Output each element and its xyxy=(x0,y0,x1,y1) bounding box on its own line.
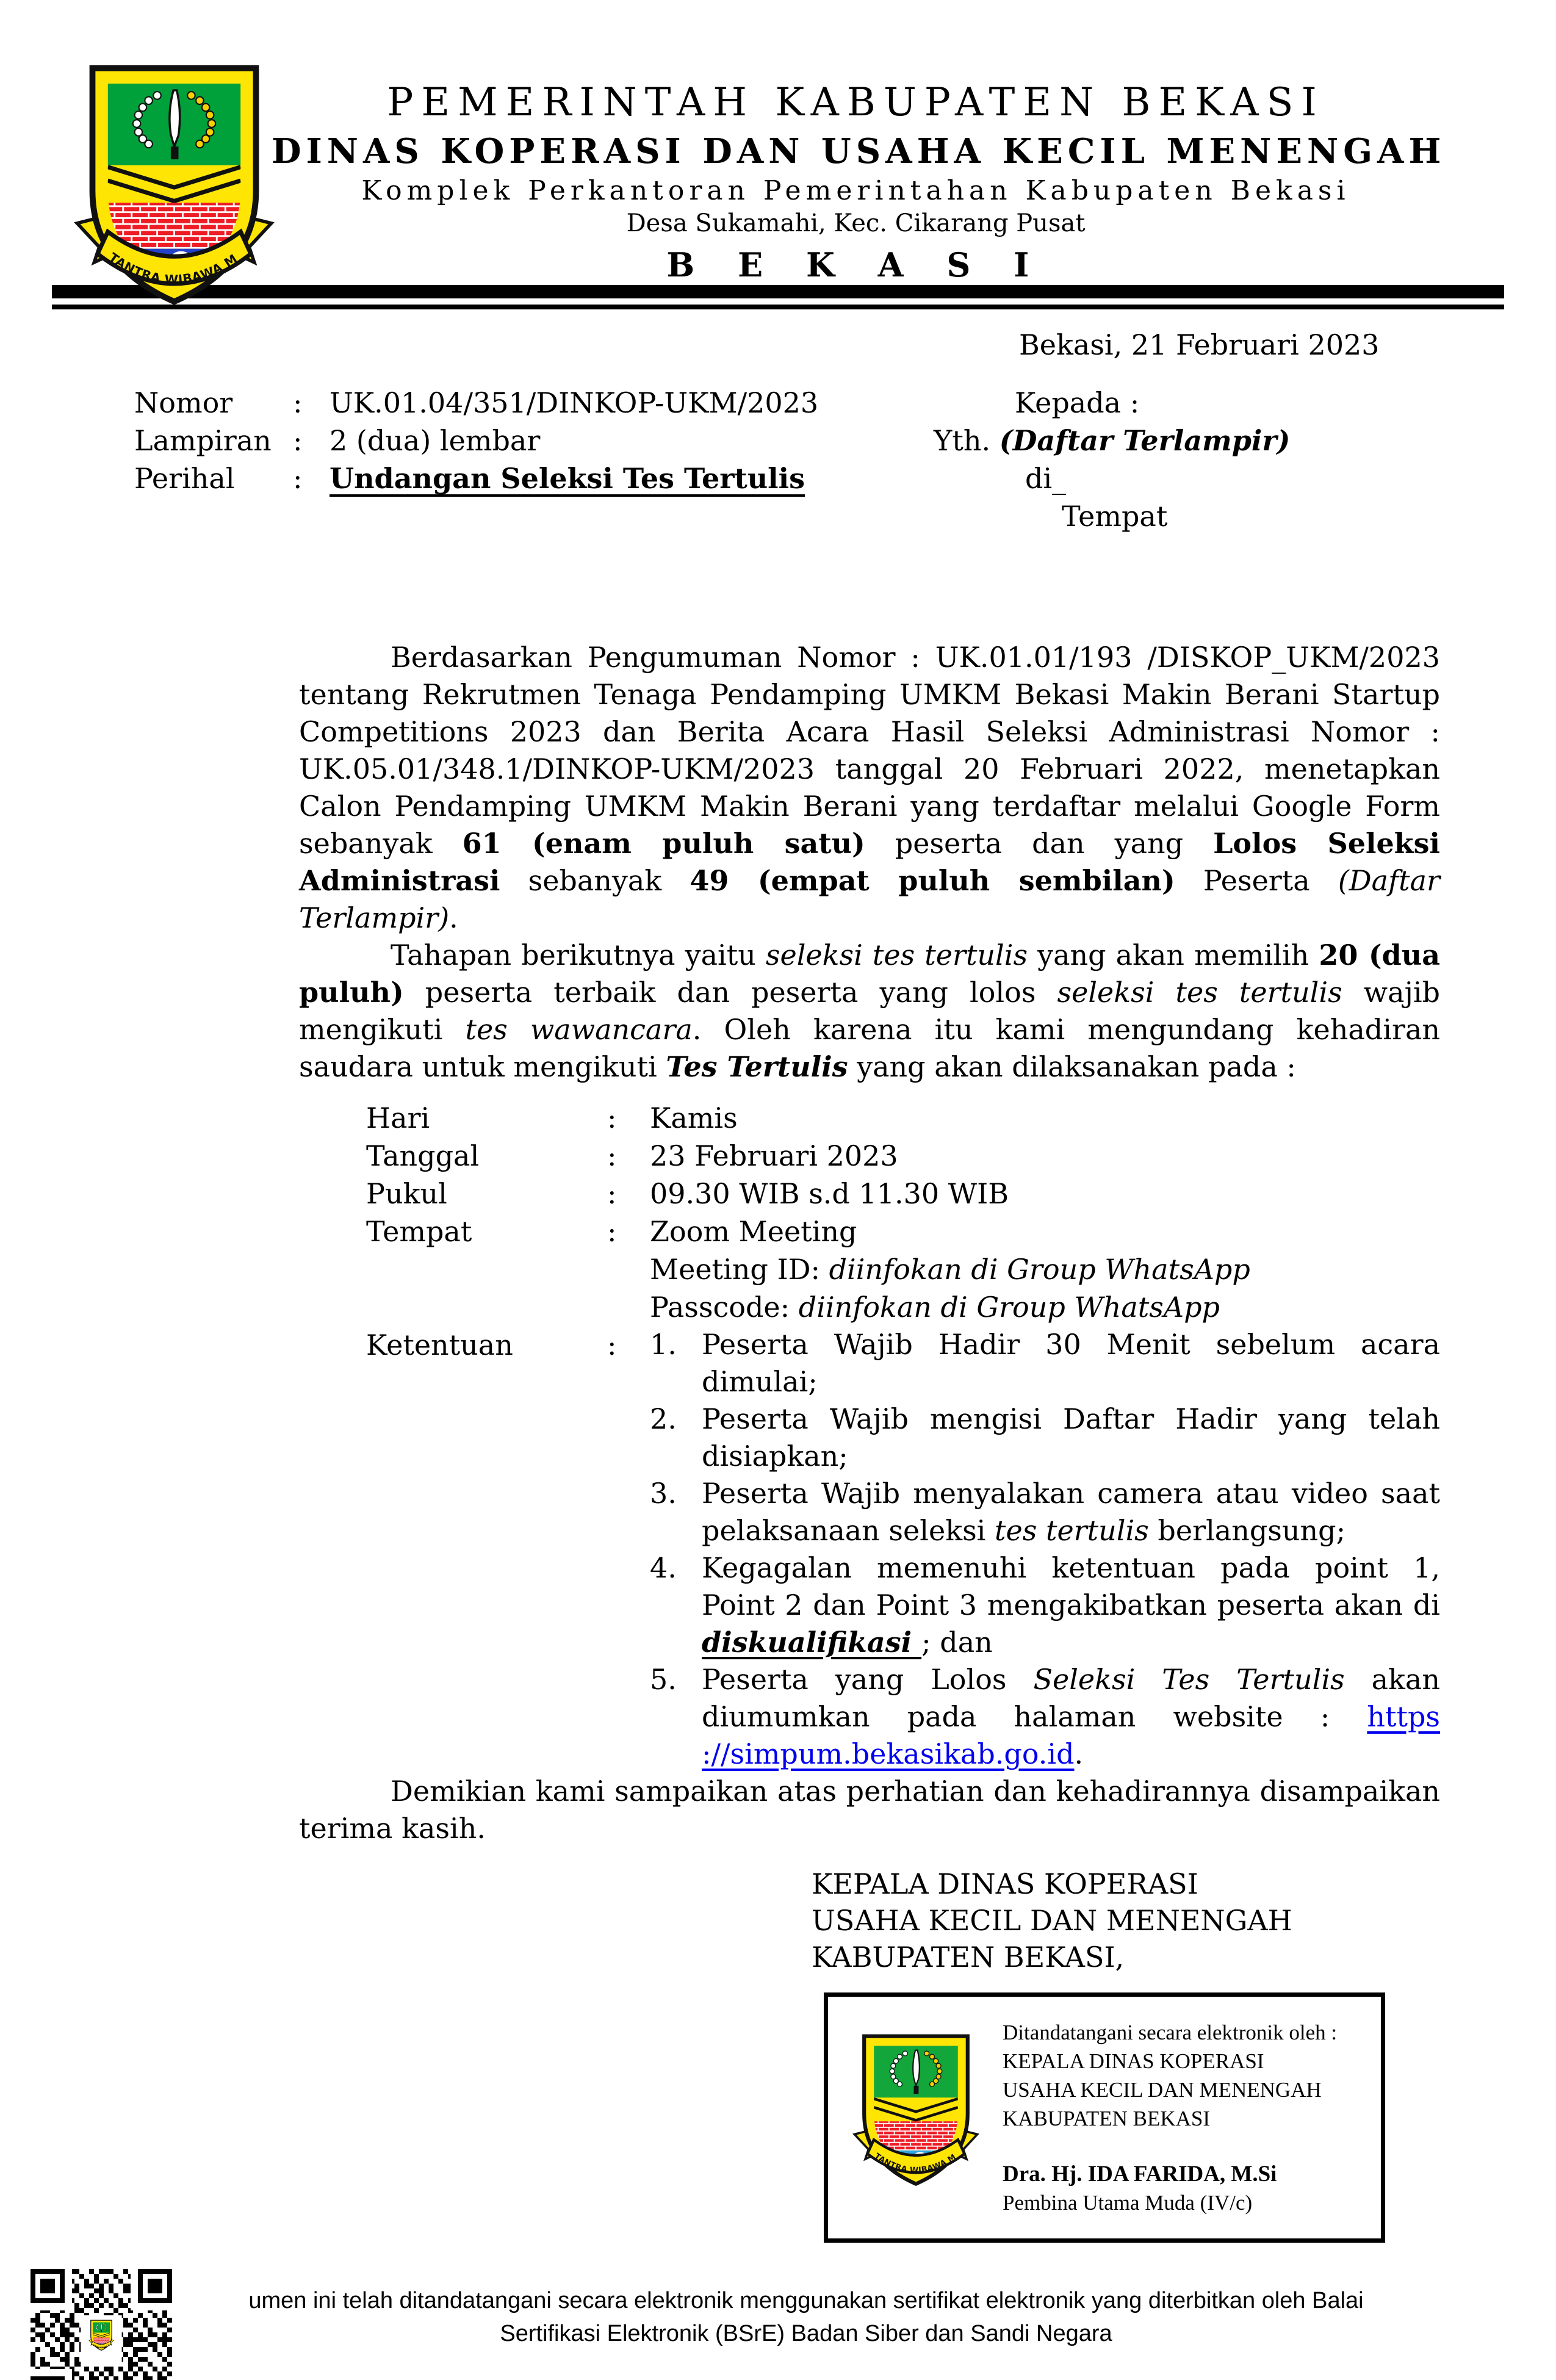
signatory-title-line-2: USAHA KECIL DAN MENENGAH xyxy=(812,1904,1292,1937)
recipient-block xyxy=(934,384,1290,535)
bekasi-crest-logo xyxy=(72,56,276,337)
schedule-label: Tempat xyxy=(366,1215,472,1248)
schedule-label: Ketentuan xyxy=(366,1329,513,1361)
agency-address-2: Desa Sukamahi, Kec. Cikarang Pusat xyxy=(626,209,1086,237)
schedule-row-passcode xyxy=(366,1288,1440,1326)
link-suffix: . xyxy=(1074,1737,1084,1770)
website-link[interactable]: https ://simpum.bekasikab.go.id xyxy=(702,1700,1440,1770)
meta-row-lampiran xyxy=(134,422,818,460)
footer-line-2: Sertifikasi Elektronik (BSrE) Badan Siber dan Sandi Negara xyxy=(500,2321,1112,2346)
schedule-row-hari xyxy=(366,1099,1440,1137)
signatory-title-line-1: KEPALA DINAS KOPERASI xyxy=(812,1867,1198,1900)
item-text: Peserta Wajib menyalakan camera atau video saat pelaksanaan seleksi tes tertulis berlangsung; xyxy=(702,1477,1440,1547)
signatory-office-line-2: USAHA KECIL DAN MENENGAH xyxy=(1003,2078,1322,2102)
ketentuan-list xyxy=(650,1326,1440,1773)
schedule-place: Zoom Meeting xyxy=(650,1215,857,1248)
ketentuan-item-1 xyxy=(650,1326,1440,1401)
schedule-colon: : xyxy=(607,1102,617,1134)
meeting-id: Meeting ID: diinfokan di Group WhatsApp xyxy=(650,1253,1250,1286)
attachment-count: 2 (dua) lembar xyxy=(330,424,541,457)
paragraph-2: Tahapan berikutnya yaitu seleksi tes tertulis yang akan memilih 20 (dua puluh) peserta terbaik dan peserta yang lolos seleksi tes tertulis wajib mengikuti tes wawancara. Oleh karena itu kami mengundang kehadiran saudara untuk mengikuti Tes Tertulis yang akan dilaksanakan pada : xyxy=(299,939,1440,1083)
meta-label: Lampiran xyxy=(134,424,272,457)
closing-paragraph: Demikian kami sampaikan atas perhatian dan kehadirannya disampaikan terima kasih. xyxy=(299,1775,1440,1845)
schedule-colon: : xyxy=(607,1329,617,1361)
meta-colon: : xyxy=(293,462,303,495)
letter-number: UK.01.04/351/DINKOP-UKM/2023 xyxy=(330,386,819,419)
ketentuan-item-4 xyxy=(650,1549,1440,1661)
signatory-rank: Pembina Utama Muda (IV/c) xyxy=(1003,2191,1253,2215)
recipient-yth xyxy=(934,422,1290,460)
government-name: PEMERINTAH KABUPATEN BEKASI xyxy=(387,80,1325,125)
schedule-label: Hari xyxy=(366,1102,430,1134)
schedule-row-pukul xyxy=(366,1175,1440,1213)
schedule-time: 09.30 WIB s.d 11.30 WIB xyxy=(650,1177,1009,1210)
agency-city: B E K A S I xyxy=(666,245,1045,284)
meta-colon: : xyxy=(293,386,303,419)
letter-meta-left xyxy=(134,384,818,497)
item-text: Kegagalan memenuhi ketentuan pada point 1, Point 2 dan Point 3 mengakibatkan peserta akan di diskualifikasi ; dan xyxy=(702,1551,1440,1659)
schedule-date: 23 Februari 2023 xyxy=(650,1139,898,1172)
schedule xyxy=(131,1099,1440,1773)
signatory-title-line-3: KABUPATEN BEKASI, xyxy=(812,1941,1125,1974)
electronic-signature-box xyxy=(824,1992,1385,2243)
schedule-colon: : xyxy=(607,1139,617,1172)
item-text-runs: Peserta yang Lolos Seleksi Tes Tertulis akan diumumkan pada halaman website : xyxy=(702,1663,1440,1733)
schedule-day: Kamis xyxy=(650,1102,738,1134)
qr-code xyxy=(31,2267,172,2380)
schedule-row-tempat xyxy=(366,1213,1440,1250)
item-text: Peserta Wajib mengisi Daftar Hadir yang telah disiapkan; xyxy=(702,1402,1440,1473)
schedule-colon: : xyxy=(607,1215,617,1248)
letterhead xyxy=(131,0,1446,285)
ketentuan-item-5 xyxy=(650,1661,1440,1773)
ketentuan-item-3 xyxy=(650,1475,1440,1549)
bekasi-crest-logo-small xyxy=(851,2028,981,2207)
item-number: 4. xyxy=(650,1551,677,1584)
ketentuan-item-2 xyxy=(650,1401,1440,1475)
signatory-title xyxy=(812,1866,1440,1975)
schedule-label: Tanggal xyxy=(366,1139,480,1172)
meta-row-perihal xyxy=(134,460,818,497)
signature-text xyxy=(1003,2018,1337,2217)
item-text: Peserta Wajib Hadir 30 Menit sebelum acara dimulai; xyxy=(702,1328,1440,1398)
schedule-row-tanggal xyxy=(366,1137,1440,1175)
qr-finder-bottom-left xyxy=(31,2369,72,2380)
item-text xyxy=(702,1661,1440,1773)
qr-finder-top-left xyxy=(31,2269,72,2310)
passcode: Passcode: diinfokan di Group WhatsApp xyxy=(650,1291,1220,1324)
footer xyxy=(131,2267,1440,2380)
item-number: 2. xyxy=(650,1402,677,1435)
item-number: 1. xyxy=(650,1328,677,1361)
qr-finder-top-right xyxy=(131,2269,172,2310)
meta-label: Nomor xyxy=(134,386,233,419)
yth-value: (Daftar Terlampir) xyxy=(999,424,1291,457)
recipient-kepada: Kepada : xyxy=(1015,386,1140,419)
schedule-colon: : xyxy=(607,1177,617,1210)
schedule-row-ketentuan xyxy=(366,1326,1440,1773)
agency-name: DINAS KOPERASI DAN USAHA KECIL MENENGAH xyxy=(272,131,1446,171)
letterhead-text xyxy=(272,0,1446,285)
signatory-name: Dra. Hj. IDA FARIDA, M.Si xyxy=(1003,2162,1277,2187)
signatory-office-line-3: KABUPATEN BEKASI xyxy=(1003,2107,1211,2130)
meta-row-nomor xyxy=(134,384,818,422)
meta-label: Perihal xyxy=(134,462,235,495)
footer-line-1: umen ini telah ditandatangani secara elektronik menggunakan sertifikat elektronik yang diterbitkan oleh Balai xyxy=(248,2288,1364,2313)
paragraph-1: Berdasarkan Pengumuman Nomor : UK.01.01/193 /DISKOP_UKM/2023 tentang Rekrutmen Tenaga Pendamping UMKM Bekasi Makin Berani Startup Competitions 2023 dan Berita Acara Hasil Seleksi Administrasi Nomor : UK.05.01/348.1/DINKOP-UKM/2023 tanggal 20 Februari 2022, menetapkan Calon Pendamping UMKM Makin Berani yang terdaftar melalui Google Form sebanyak 61 (enam puluh satu) peserta dan yang Lolos Seleksi Administrasi sebanyak 49 (empat puluh sembilan) Peserta (Daftar Terlampir). xyxy=(299,641,1440,934)
item-number: 5. xyxy=(650,1663,677,1696)
item-number: 3. xyxy=(650,1477,677,1510)
letter-meta xyxy=(131,384,1440,536)
schedule-label: Pukul xyxy=(366,1177,447,1210)
yth-prefix: Yth. xyxy=(934,424,1000,457)
letter-subject: Undangan Seleksi Tes Tertulis xyxy=(330,462,805,495)
signatory-office-line-1: KEPALA DINAS KOPERASI xyxy=(1003,2049,1264,2073)
recipient-di: di_ xyxy=(1025,462,1067,495)
schedule-row-meeting-id xyxy=(366,1250,1440,1288)
date-line: Bekasi, 21 Februari 2023 xyxy=(1019,328,1380,361)
footer-text xyxy=(172,2267,1440,2380)
signed-electronically-label: Ditandatangani secara elektronik oleh : xyxy=(1003,2021,1338,2044)
agency-address-1: Komplek Perkantoran Pemerintahan Kabupaten Bekasi xyxy=(361,175,1350,206)
meta-colon: : xyxy=(293,424,303,457)
recipient-tempat: Tempat xyxy=(1062,500,1168,533)
